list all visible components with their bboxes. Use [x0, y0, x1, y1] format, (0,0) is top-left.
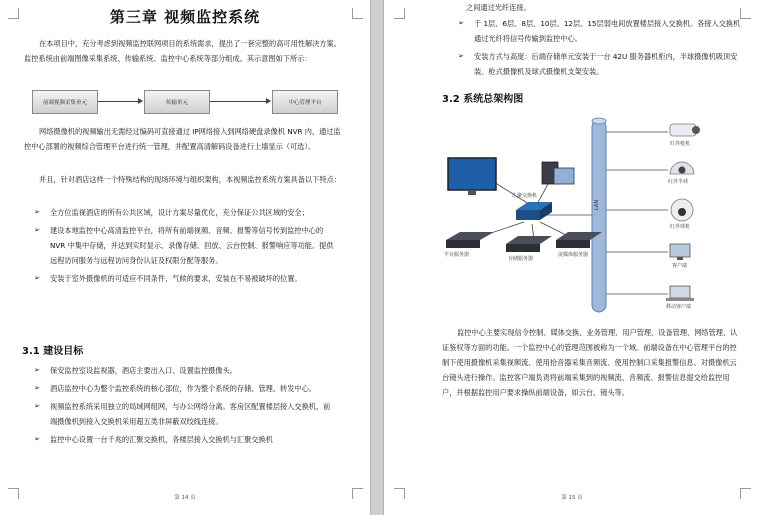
mobile-client-icon [670, 286, 690, 298]
features-intro [24, 172, 344, 187]
laptop-base [666, 298, 694, 301]
flow-box-frontend: 前端视频采集单元 [32, 90, 98, 114]
lan-pipe-top [592, 118, 606, 124]
list-item: ➢ 全方位监视酒店的所有公共区域，设计方案尽量优化，充分保证公共区域的安全； [30, 205, 336, 220]
monitor-stand [468, 190, 476, 195]
platform-server-top [446, 232, 494, 240]
camera-lens [678, 208, 686, 216]
page-gutter [370, 0, 384, 515]
pc-screen [554, 168, 574, 184]
goals-list [30, 363, 336, 450]
media-server-label: 流媒体服务器 [558, 252, 589, 258]
camera-lens [692, 126, 700, 134]
nvr-text: 网络摄像机的视频输出无需经过编码可直接通过 IP网络接入到网络硬盘录像机 NVR 内，通过监控中心部署的视频综合管理平台进行统一管理，并配置高清解码设备进行上墙显示（可选）。 [24, 127, 341, 151]
center-text: 监控中心主要实现信令控制、媒体交换、业务管理、用户管理、设备管理、网络管理、认证鉴权等方面的功能。一个监控中心的管理范围被称为一个域。前端设备在中心管理平台的控制下使用摄像机采集视频流、使用拾音器采集音频流、使用控制口采集报警信息、对摄像机云台镜头进行操作。监控客户端负责将前端采集到的视频流、音频流、报警信息提交给监控用户，并根据监控用户要求操纵前端设备，如云台、镜头等。 [442, 328, 738, 397]
list-item: ➢ 安装于室外摄像机的可适应不同条件、气候的要求，安装在不易被破坏的位置。 [30, 271, 336, 286]
intro-text: 在本项目中，充分考虑到视频监控联网项目的系统需求，提出了一套完整的高可用性解决方案。监控系统由前端图像采集系统、传输系统、监控中心系统等部分组成。其示意图如下所示： [24, 39, 341, 63]
arrow-bullet-icon: ➢ [34, 435, 40, 443]
arrow-bullet-icon: ➢ [34, 366, 40, 374]
list-item: ➢ 视频监控系统采用独立的局域网组网，与办公网络分离。客房区配置楼层接入交换机，前端摄像机到接入交换机采用超五类非屏蔽双绞线连接。 [30, 399, 336, 429]
storage-server-front [506, 244, 540, 252]
continued-text: 之间通过光纤连接。 [466, 3, 531, 12]
center-paragraph [442, 325, 742, 400]
lan-label: LAN [594, 199, 600, 210]
document-page-left [0, 0, 370, 515]
section-heading-3-1: 3.1 建设目标 [22, 346, 84, 357]
nvr-paragraph [24, 124, 344, 154]
list-item: ➢ 酒店监控中心为整个监控系统的核心部位，作为整个系统的存储、管理、转发中心。 [30, 381, 336, 396]
device-label: 红外枪机 [670, 141, 691, 147]
list-item: ➢ 建设本地监控中心高清监控平台，将所有前端视频、音频、报警等信号传到监控中心的 NVR 中集中存储，并达到实时显示、录像存储、回放、云台控制、报警响应等功能。提供远程访问服务与远程访问身份认证及权限分配等服务。 [30, 223, 336, 268]
list-item: ➢ 于 1层、6层、8层、10层、12层、15层弱电间放置楼层接入交换机。各接入交换机通过光纤将信号传输到监控中心。 [454, 16, 744, 46]
document-page-right [384, 0, 760, 515]
device-label: 红外球机 [670, 224, 691, 230]
right-links [482, 132, 668, 294]
page-number-right: 第 15 页 [561, 495, 583, 501]
arrow-bullet-icon: ➢ [34, 384, 40, 392]
list-item: ➢ 保安监控室设监视器，酒店主要出入口、设置监控摄像头。 [30, 363, 336, 378]
chapter-title: 第三章 视频监控系统 [109, 8, 261, 26]
arrow-bullet-icon: ➢ [458, 52, 464, 60]
arrow-bullet-icon: ➢ [34, 226, 40, 234]
arrow-bullet-icon: ➢ [34, 274, 40, 282]
flow-arrow [98, 101, 142, 102]
features-list [30, 205, 336, 289]
switch-label: 汇聚交换机 [512, 193, 538, 199]
intro-paragraph [24, 36, 344, 66]
device-label: 移动客户端 [666, 304, 692, 310]
diagram-connections [444, 110, 744, 320]
page-number-left: 第 14 页 [174, 495, 196, 501]
platform-server-label: 平台服务器 [444, 252, 470, 258]
list-item: ➢ 安装方式与高度：后端存储单元安装于一台 42U 服务器机柜内，半球摄像机吸顶安装、枪式摄像机及球式摄像机支架安装。 [454, 49, 744, 79]
client-pc-icon [670, 244, 690, 257]
camera-lens [679, 167, 686, 174]
device-label: 红外半球 [668, 179, 689, 185]
arrow-bullet-icon: ➢ [34, 402, 40, 410]
switch-front [516, 210, 540, 220]
client-pc-stand [677, 257, 683, 260]
lan-pipe [592, 120, 606, 312]
list-item: ➢ 监控中心设置一台千兆的汇聚交换机，各楼层接入交换机与汇聚交换机 [30, 432, 336, 447]
features-intro-text: 并且，针对酒店这样一个特殊结构的现场环境与组织架构，本视频监控系统方案具备以下特点： [39, 175, 341, 184]
right-bullets [454, 16, 744, 82]
section-heading-3-2: 3.2 系统总架构图 [442, 94, 524, 105]
arrow-bullet-icon: ➢ [458, 19, 464, 27]
storage-server-label: 存储服务器 [508, 256, 534, 262]
flow-box-center: 中心管理平台 [272, 90, 338, 114]
crop-mark [394, 8, 405, 19]
platform-server-front [446, 240, 480, 248]
device-label: 客户端 [672, 263, 688, 269]
arrow-bullet-icon: ➢ [34, 208, 40, 216]
storage-server-top [506, 236, 552, 244]
media-server-front [556, 240, 590, 248]
architecture-diagram [444, 110, 744, 320]
flow-box-transmission: 传输单元 [144, 90, 210, 114]
flow-diagram [32, 87, 338, 119]
flow-arrow [210, 101, 270, 102]
monitor-screen [448, 158, 496, 190]
